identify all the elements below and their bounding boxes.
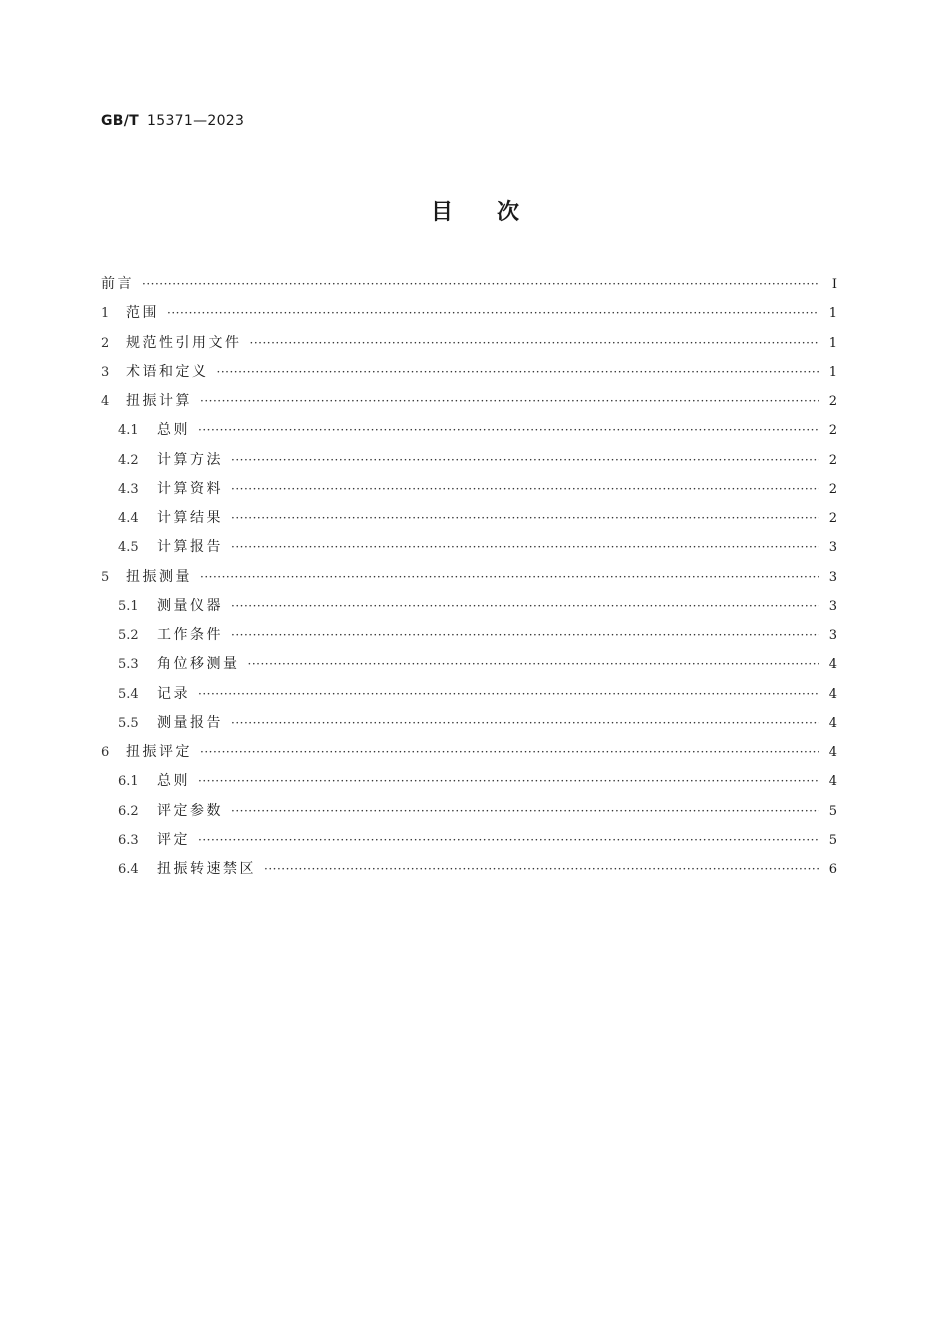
- toc-entry[interactable]: [101, 446, 837, 475]
- toc-entry-page: Ⅰ: [831, 277, 837, 292]
- toc-entry-number: 4: [101, 394, 110, 409]
- standard-prefix: GB/T: [101, 113, 140, 129]
- table-of-contents: [101, 270, 837, 884]
- toc-entry[interactable]: [101, 533, 837, 562]
- toc-leader-dots: [248, 650, 820, 679]
- toc-entry[interactable]: [101, 797, 837, 826]
- toc-entry-page: 1: [828, 306, 837, 322]
- toc-entry-label: 扭振转速禁区: [157, 861, 256, 877]
- toc-entry-page: 2: [828, 481, 837, 497]
- toc-entry-label: 计算报告: [157, 539, 223, 556]
- toc-entry[interactable]: [101, 709, 837, 738]
- toc-leader-dots: [231, 709, 819, 738]
- toc-entry-page: 5: [828, 803, 837, 819]
- toc-leader-dots: [231, 446, 819, 475]
- toc-leader-dots: [198, 826, 819, 855]
- toc-entry-page: 2: [828, 423, 837, 439]
- toc-entry-number: 5.3: [118, 657, 139, 673]
- toc-leader-dots: [231, 533, 819, 562]
- toc-entry[interactable]: [101, 767, 837, 796]
- toc-entry-label: 计算资料: [157, 480, 223, 497]
- toc-entry[interactable]: [101, 299, 837, 328]
- toc-entry-page: 4: [828, 774, 837, 790]
- toc-entry[interactable]: [101, 416, 837, 445]
- toc-leader-dots: [200, 387, 819, 416]
- standard-code: [101, 113, 244, 129]
- toc-entry[interactable]: [101, 387, 837, 416]
- toc-leader-dots: [231, 621, 819, 650]
- toc-entry-label: 总则: [157, 773, 190, 790]
- toc-entry-page: 3: [828, 598, 837, 614]
- toc-entry-label: 测量仪器: [157, 597, 223, 614]
- toc-entry-page: 4: [828, 686, 837, 702]
- toc-entry-label: 计算方法: [157, 451, 223, 468]
- toc-leader-dots: [167, 299, 819, 328]
- toc-entry-number: 1: [101, 306, 110, 322]
- toc-leader-dots: [231, 592, 819, 621]
- toc-entry-number: 5: [101, 569, 110, 585]
- toc-leader-dots: [231, 475, 819, 504]
- toc-leader-dots: [200, 738, 819, 767]
- toc-entry-page: 3: [828, 540, 837, 556]
- toc-leader-dots: [198, 767, 819, 796]
- toc-entry-number: 4.4: [118, 511, 139, 526]
- toc-entry[interactable]: [101, 826, 837, 855]
- toc-entry-number: 5.4: [118, 686, 139, 702]
- toc-entry-number: 6.4: [118, 862, 139, 877]
- toc-title: 目次: [430, 200, 563, 225]
- toc-entry-label: 范围: [126, 305, 159, 322]
- toc-entry-label: 扭振计算: [126, 393, 192, 409]
- toc-entry-label: 规范性引用文件: [126, 334, 242, 351]
- toc-entry-page: 6: [828, 862, 837, 877]
- toc-entry-label: 术语和定义: [126, 363, 209, 380]
- toc-entry-page: 3: [828, 569, 837, 585]
- toc-entry-label: 扭振测量: [126, 568, 192, 585]
- toc-leader-dots: [231, 504, 819, 533]
- toc-leader-dots: [250, 329, 820, 358]
- toc-entry-number: 4.5: [118, 540, 139, 556]
- toc-entry[interactable]: [101, 855, 837, 884]
- toc-entry-page: 1: [828, 364, 837, 380]
- toc-entry-label: 评定参数: [157, 802, 223, 819]
- toc-entry[interactable]: [101, 504, 837, 533]
- toc-entry[interactable]: [101, 738, 837, 767]
- toc-entry-number: 6: [101, 745, 110, 760]
- toc-entry[interactable]: [101, 329, 837, 358]
- toc-leader-dots: [231, 797, 819, 826]
- toc-entry-number: 5.2: [118, 628, 139, 643]
- toc-entry-number: 5.1: [118, 598, 139, 614]
- toc-entry-page: 4: [828, 657, 837, 673]
- toc-entry-number: 5.5: [118, 715, 139, 731]
- toc-entry-page: 1: [828, 335, 837, 351]
- toc-entry-page: 4: [828, 715, 837, 731]
- toc-entry-page: 3: [828, 628, 837, 643]
- toc-leader-dots: [198, 416, 819, 445]
- toc-entry[interactable]: [101, 680, 837, 709]
- toc-entry[interactable]: [101, 358, 837, 387]
- toc-entry-page: 2: [828, 511, 837, 526]
- toc-entry-number: 4.1: [118, 423, 139, 439]
- toc-leader-dots: [264, 855, 819, 884]
- toc-leader-dots: [198, 680, 819, 709]
- toc-leader-dots: [142, 270, 819, 299]
- toc-entry[interactable]: [101, 563, 837, 592]
- toc-entry[interactable]: [101, 270, 837, 299]
- toc-entry-label: 扭振评定: [126, 744, 192, 760]
- toc-entry-number: 6.2: [118, 803, 139, 819]
- toc-entry-page: 2: [828, 394, 837, 409]
- toc-entry-label: 记录: [157, 685, 190, 702]
- toc-entry[interactable]: [101, 621, 837, 650]
- toc-entry-number: 6.1: [118, 774, 139, 790]
- toc-entry-label: 总则: [157, 422, 190, 439]
- toc-entry-page: 2: [828, 452, 837, 468]
- toc-entry-label: 测量报告: [157, 714, 223, 731]
- toc-entry[interactable]: [101, 592, 837, 621]
- toc-leader-dots: [217, 358, 820, 387]
- toc-entry-number: 3: [101, 364, 110, 380]
- toc-entry-label: 工作条件: [157, 627, 223, 643]
- toc-entry[interactable]: [101, 650, 837, 679]
- toc-entry-label: 前言: [101, 276, 134, 292]
- toc-entry-number: 4.3: [118, 481, 139, 497]
- toc-entry-label: 计算结果: [157, 510, 223, 526]
- toc-leader-dots: [200, 563, 819, 592]
- toc-entry-label: 角位移测量: [157, 656, 240, 673]
- toc-entry-page: 5: [828, 832, 837, 848]
- standard-number: 15371—2023: [147, 113, 245, 129]
- toc-entry-label: 评定: [157, 831, 190, 848]
- toc-entry[interactable]: [101, 475, 837, 504]
- toc-entry-number: 4.2: [118, 452, 139, 468]
- toc-entry-page: 4: [828, 745, 837, 760]
- toc-entry-number: 2: [101, 335, 110, 351]
- toc-entry-number: 6.3: [118, 832, 139, 848]
